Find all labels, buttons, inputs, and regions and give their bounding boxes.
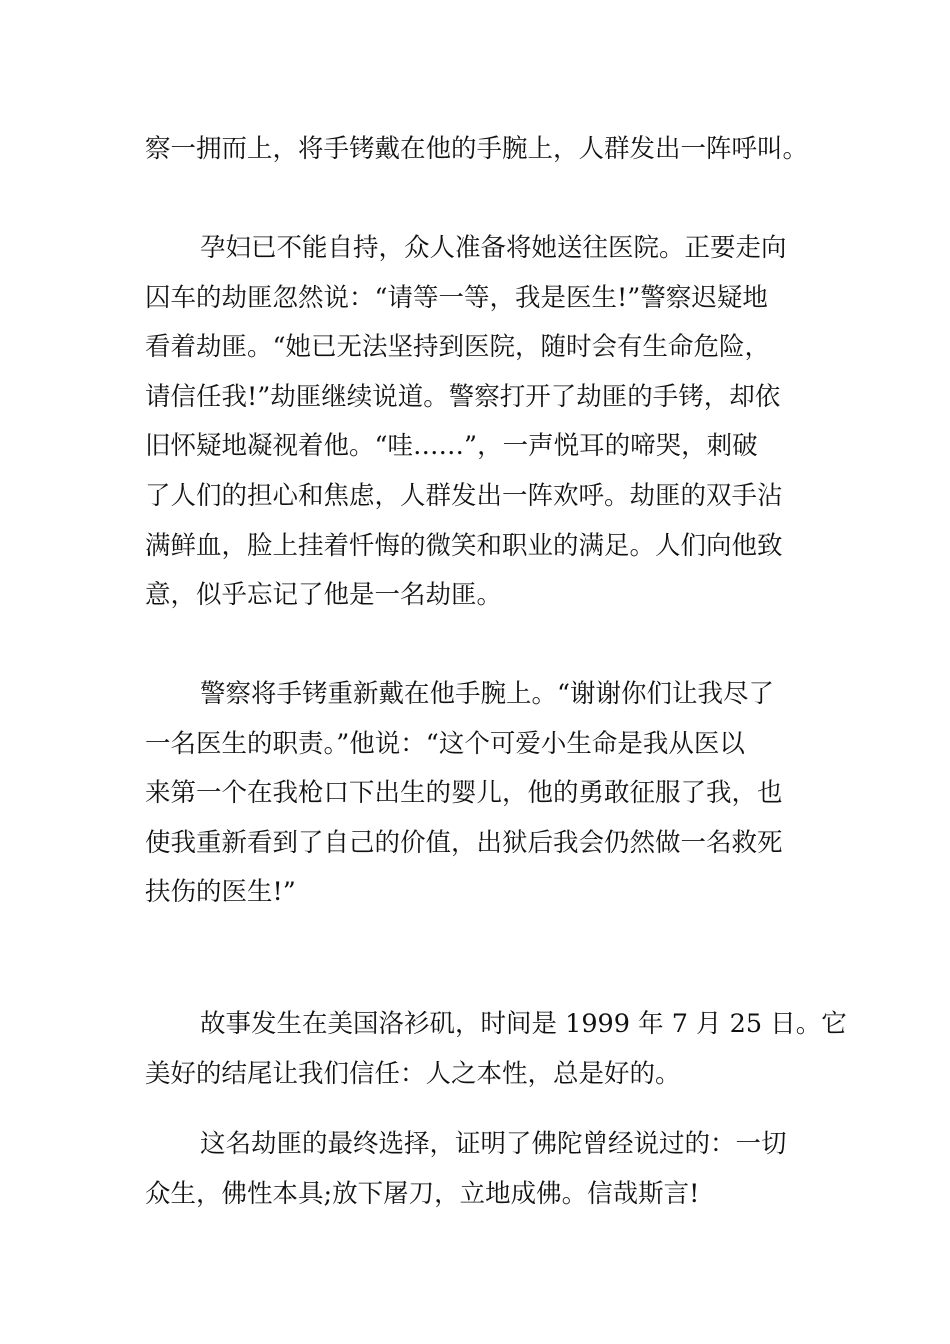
paragraph-line: 故事发生在美国洛衫矶，时间是 1999 年 7 月 25 日。它 <box>200 1009 847 1039</box>
paragraph-line: 察一拥而上，将手铐戴在他的手腕上，人群发出一阵呼叫。 <box>145 134 809 164</box>
paragraph-line: 这名劫匪的最终选择，证明了佛陀曾经说过的：一切 <box>200 1129 787 1159</box>
paragraph-line: 看着劫匪。“她已无法坚持到医院，随时会有生命危险， <box>145 332 771 363</box>
paragraph-line: 了人们的担心和焦虑，人群发出一阵欢呼。劫匪的双手沾 <box>145 480 783 511</box>
paragraph-4 <box>145 1000 847 1099</box>
paragraph-line: 囚车的劫匪忽然说：“请等一等，我是医生!”警察迟疑地 <box>145 282 768 313</box>
paragraph-line: 扶伤的医生!” <box>145 877 296 908</box>
paragraph-line: 来第一个在我枪口下出生的婴儿，他的勇敢征服了我，也 <box>145 778 783 809</box>
paragraph-line: 使我重新看到了自己的价值，出狱后我会仍然做一名救死 <box>145 827 783 858</box>
paragraph-line: 意，似乎忘记了他是一名劫匪。 <box>145 580 503 611</box>
paragraph-5 <box>145 1120 810 1219</box>
paragraph-line: 请信任我!”劫匪继续说道。警察打开了劫匪的手铐，却依 <box>145 381 781 412</box>
paragraph-line: 美好的结尾让我们信任：人之本性，总是好的。 <box>145 1058 681 1089</box>
paragraph-1 <box>145 125 810 175</box>
paragraph-3 <box>145 670 810 918</box>
paragraph-line: 众生，佛性本具;放下屠刀，立地成佛。信哉斯言! <box>145 1178 700 1209</box>
paragraph-2 <box>145 224 810 621</box>
paragraph-line: 旧怀疑地凝视着他。“哇……”，一声悦耳的啼哭，刺破 <box>145 431 758 462</box>
paragraph-line: 警察将手铐重新戴在他手腕上。“谢谢你们让我尽了 <box>200 679 775 709</box>
paragraph-line: 满鲜血，脸上挂着忏悔的微笑和职业的满足。人们向他致 <box>145 530 783 561</box>
paragraph-line: 孕妇已不能自持，众人准备将她送往医院。正要走向 <box>200 233 787 263</box>
paragraph-line: 一名医生的职责。”他说：“这个可爱小生命是我从医以 <box>145 728 745 759</box>
